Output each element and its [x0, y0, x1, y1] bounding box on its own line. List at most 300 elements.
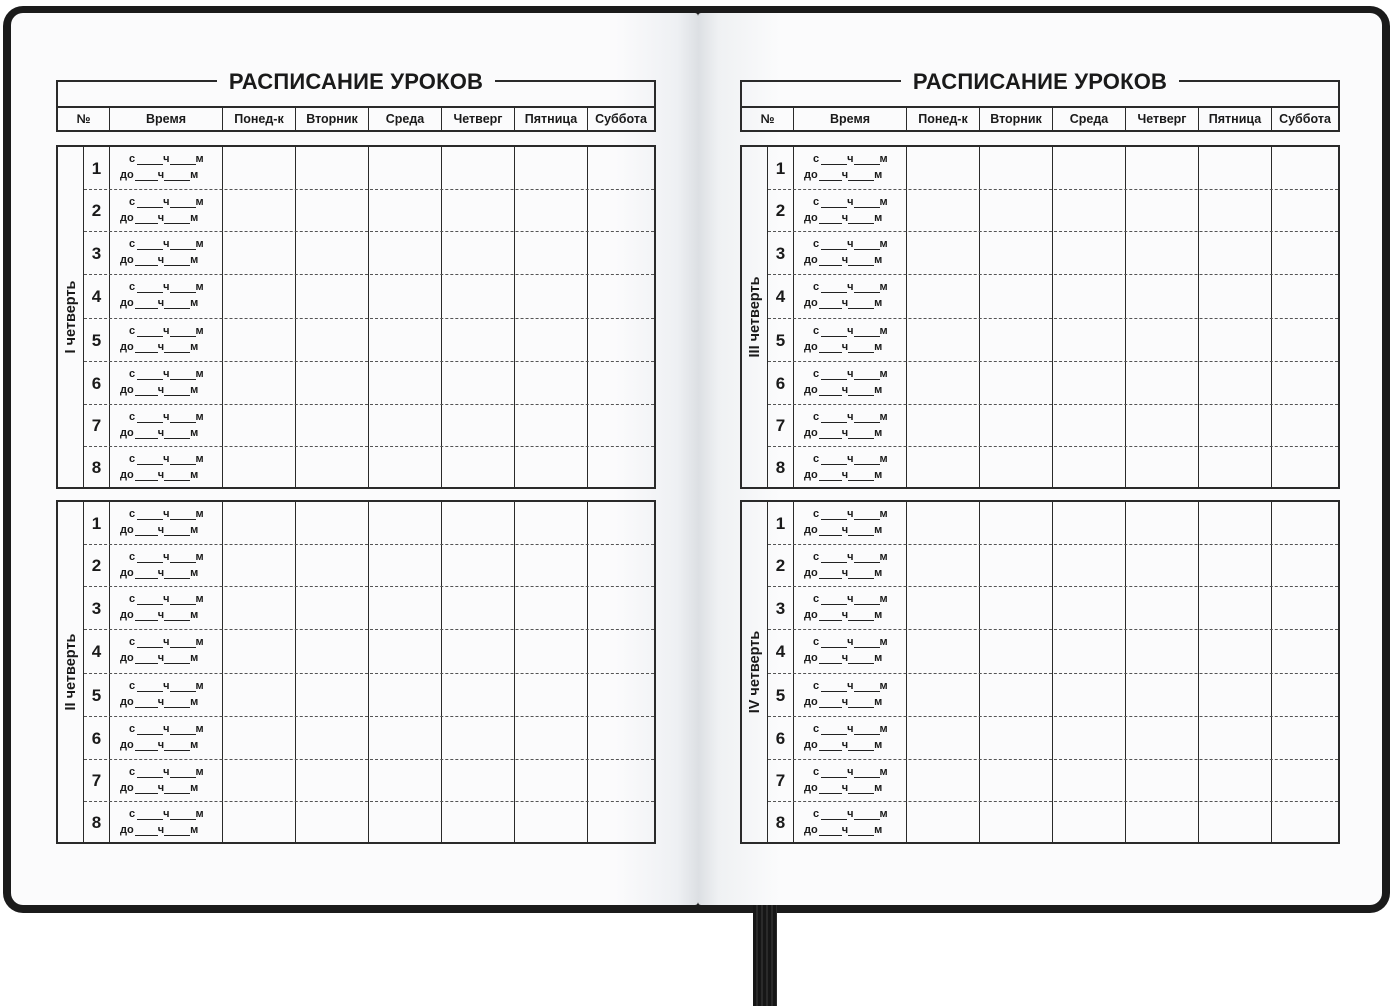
lesson-cell[interactable]	[1272, 362, 1338, 405]
lesson-cell[interactable]	[442, 587, 515, 630]
lesson-time[interactable]	[110, 587, 223, 630]
lesson-time[interactable]	[110, 545, 223, 587]
lesson-cell[interactable]	[980, 630, 1053, 674]
lesson-time[interactable]	[110, 447, 223, 488]
time-from-label: с	[813, 281, 820, 293]
time-minutes-label: м	[879, 411, 888, 423]
lesson-cell[interactable]	[907, 405, 980, 447]
lesson-cell[interactable]	[1199, 319, 1272, 362]
lesson-cell[interactable]	[1053, 362, 1126, 405]
lesson-cell[interactable]	[369, 362, 442, 405]
lesson-cell[interactable]	[369, 674, 442, 717]
lesson-cell[interactable]	[223, 319, 296, 362]
lesson-cell[interactable]	[1199, 587, 1272, 630]
time-to-label: до	[120, 341, 134, 353]
lesson-cell[interactable]	[1272, 674, 1338, 717]
lesson-cell[interactable]	[296, 147, 369, 190]
lesson-cell[interactable]	[296, 760, 369, 802]
lesson-cell[interactable]	[907, 275, 980, 319]
lesson-cell[interactable]	[369, 275, 442, 319]
lesson-time[interactable]	[794, 760, 907, 802]
lesson-cell[interactable]	[1053, 275, 1126, 319]
time-hours-label: ч	[157, 782, 165, 794]
lesson-cell[interactable]	[1272, 630, 1338, 674]
lesson-cell[interactable]	[515, 587, 588, 630]
lesson-cell[interactable]	[442, 674, 515, 717]
time-hours-label: ч	[157, 824, 165, 836]
time-minutes-label: м	[874, 782, 883, 794]
lesson-cell[interactable]	[1053, 545, 1126, 587]
time-minutes-label: м	[195, 551, 204, 563]
lesson-cell[interactable]	[442, 275, 515, 319]
lesson-cell[interactable]	[369, 190, 442, 232]
lesson-cell[interactable]	[1199, 275, 1272, 319]
lesson-cell[interactable]	[515, 502, 588, 545]
lesson-time[interactable]	[794, 802, 907, 843]
lesson-cell[interactable]	[223, 405, 296, 447]
lesson-cell[interactable]	[980, 362, 1053, 405]
lesson-cell[interactable]	[1126, 674, 1199, 717]
time-from-label: с	[129, 593, 136, 605]
lesson-cell[interactable]	[1272, 545, 1338, 587]
lesson-time[interactable]	[110, 674, 223, 717]
lesson-cell[interactable]	[442, 447, 515, 488]
lesson-cell[interactable]	[442, 232, 515, 275]
lesson-number: 4	[84, 275, 110, 319]
quarter-label	[742, 147, 768, 487]
lesson-cell[interactable]	[296, 717, 369, 760]
lesson-cell[interactable]	[369, 232, 442, 275]
time-from-label: с	[813, 453, 820, 465]
lesson-time[interactable]	[794, 147, 907, 190]
lesson-time[interactable]	[794, 545, 907, 587]
lesson-cell[interactable]	[223, 447, 296, 488]
lesson-cell[interactable]	[442, 147, 515, 190]
lesson-cell[interactable]	[296, 674, 369, 717]
lesson-cell[interactable]	[1199, 717, 1272, 760]
lesson-cell[interactable]	[1053, 232, 1126, 275]
time-minutes-label: м	[879, 508, 888, 520]
lesson-cell[interactable]	[515, 717, 588, 760]
lesson-cell[interactable]	[1053, 502, 1126, 545]
lesson-cell[interactable]	[588, 502, 654, 545]
page-title	[56, 69, 656, 95]
lesson-number: 7	[768, 405, 794, 447]
lesson-cell[interactable]	[1126, 362, 1199, 405]
lesson-cell[interactable]	[223, 630, 296, 674]
lesson-time[interactable]	[794, 717, 907, 760]
lesson-cell[interactable]	[1272, 275, 1338, 319]
lesson-cell[interactable]	[1053, 447, 1126, 488]
lesson-cell[interactable]	[1199, 362, 1272, 405]
lesson-cell[interactable]	[1199, 502, 1272, 545]
lesson-cell[interactable]	[1126, 447, 1199, 488]
lesson-time[interactable]	[110, 319, 223, 362]
lesson-cell[interactable]	[588, 802, 654, 843]
lesson-cell[interactable]	[1272, 405, 1338, 447]
lesson-cell[interactable]	[907, 545, 980, 587]
quarter-block	[740, 145, 1340, 489]
time-to-label: до	[804, 652, 818, 664]
time-minutes-label: м	[195, 766, 204, 778]
lesson-cell[interactable]	[1126, 630, 1199, 674]
time-hours-label: ч	[847, 766, 854, 778]
lesson-cell[interactable]	[588, 405, 654, 447]
lesson-cell[interactable]	[980, 319, 1053, 362]
lesson-time[interactable]	[110, 802, 223, 843]
lesson-cell[interactable]	[980, 502, 1053, 545]
lesson-cell[interactable]	[442, 717, 515, 760]
time-minutes-label: м	[190, 212, 199, 224]
lesson-cell[interactable]	[515, 319, 588, 362]
lesson-cell[interactable]	[980, 802, 1053, 843]
time-hours-label: ч	[163, 808, 170, 820]
lesson-cell[interactable]	[223, 545, 296, 587]
lesson-cell[interactable]	[1126, 760, 1199, 802]
lesson-number: 1	[768, 502, 794, 545]
lesson-time[interactable]	[794, 275, 907, 319]
lesson-cell[interactable]	[515, 674, 588, 717]
lesson-cell[interactable]	[296, 630, 369, 674]
lesson-cell[interactable]	[588, 190, 654, 232]
lesson-row	[768, 318, 1338, 362]
lesson-time[interactable]	[110, 190, 223, 232]
time-minutes-label: м	[195, 593, 204, 605]
lesson-cell[interactable]	[223, 190, 296, 232]
lesson-cell[interactable]	[442, 362, 515, 405]
lesson-cell[interactable]	[369, 545, 442, 587]
lesson-cell[interactable]	[907, 147, 980, 190]
lesson-cell[interactable]	[1272, 502, 1338, 545]
schedule-page-1	[56, 69, 656, 850]
lesson-cell[interactable]	[1272, 232, 1338, 275]
lesson-cell[interactable]	[369, 405, 442, 447]
lesson-cell[interactable]	[907, 674, 980, 717]
lesson-cell[interactable]	[1272, 760, 1338, 802]
time-to-label: до	[120, 609, 134, 621]
lesson-cell[interactable]	[907, 190, 980, 232]
lesson-cell[interactable]	[515, 630, 588, 674]
lesson-time[interactable]	[794, 502, 907, 545]
time-hours-label: ч	[847, 196, 854, 208]
lesson-cell[interactable]	[1199, 232, 1272, 275]
lesson-cell[interactable]	[1272, 447, 1338, 488]
lesson-row	[84, 801, 654, 843]
lesson-cell[interactable]	[223, 674, 296, 717]
lesson-cell[interactable]	[907, 502, 980, 545]
time-minutes-label: м	[195, 808, 204, 820]
lesson-cell[interactable]	[515, 405, 588, 447]
lesson-cell[interactable]	[907, 802, 980, 843]
lesson-cell[interactable]	[515, 447, 588, 488]
header-day: Пятница	[1199, 108, 1272, 130]
lesson-cell[interactable]	[1053, 717, 1126, 760]
lesson-time[interactable]	[110, 147, 223, 190]
lesson-cell[interactable]	[980, 405, 1053, 447]
lesson-cell[interactable]	[1053, 190, 1126, 232]
header-day: Понед-к	[223, 108, 296, 130]
lesson-time[interactable]	[110, 630, 223, 674]
lesson-cell[interactable]	[588, 717, 654, 760]
time-hours-label: ч	[847, 808, 854, 820]
lesson-cell[interactable]	[588, 447, 654, 488]
lesson-cell[interactable]	[980, 587, 1053, 630]
lesson-cell[interactable]	[1126, 545, 1199, 587]
lesson-time[interactable]	[110, 760, 223, 802]
lesson-cell[interactable]	[1053, 405, 1126, 447]
lesson-time[interactable]	[794, 447, 907, 488]
lesson-cell[interactable]	[296, 447, 369, 488]
lesson-cell[interactable]	[588, 275, 654, 319]
lesson-cell[interactable]	[588, 147, 654, 190]
lesson-cell[interactable]	[980, 232, 1053, 275]
lesson-cell[interactable]	[980, 190, 1053, 232]
lesson-cell[interactable]	[515, 147, 588, 190]
lesson-cell[interactable]	[907, 447, 980, 488]
lesson-cell[interactable]	[515, 190, 588, 232]
lesson-cell[interactable]	[1053, 319, 1126, 362]
lesson-cell[interactable]	[442, 630, 515, 674]
lesson-time[interactable]	[110, 717, 223, 760]
lesson-cell[interactable]	[1272, 587, 1338, 630]
lesson-cell[interactable]	[980, 717, 1053, 760]
lesson-number: 3	[768, 587, 794, 630]
time-minutes-label: м	[879, 153, 888, 165]
header-time: Время	[794, 108, 907, 130]
lesson-cell[interactable]	[296, 275, 369, 319]
lesson-time[interactable]	[794, 232, 907, 275]
lesson-time[interactable]	[110, 362, 223, 405]
time-hours-label: ч	[163, 636, 170, 648]
header-num: №	[58, 108, 110, 130]
lesson-cell[interactable]	[1053, 760, 1126, 802]
lesson-cell[interactable]	[907, 319, 980, 362]
lesson-cell[interactable]	[369, 502, 442, 545]
lesson-cell[interactable]	[1126, 502, 1199, 545]
lesson-cell[interactable]	[296, 802, 369, 843]
lesson-cell[interactable]	[369, 630, 442, 674]
lesson-cell[interactable]	[1126, 232, 1199, 275]
lesson-cell[interactable]	[907, 630, 980, 674]
time-minutes-label: м	[879, 325, 888, 337]
lesson-cell[interactable]	[1053, 630, 1126, 674]
lesson-cell[interactable]	[980, 275, 1053, 319]
lesson-cell[interactable]	[1199, 674, 1272, 717]
lesson-cell[interactable]	[907, 232, 980, 275]
lesson-cell[interactable]	[296, 545, 369, 587]
time-from-label: с	[129, 411, 136, 423]
lesson-cell[interactable]	[442, 502, 515, 545]
lesson-cell[interactable]	[980, 760, 1053, 802]
time-minutes-label: м	[195, 723, 204, 735]
lesson-cell[interactable]	[1126, 717, 1199, 760]
time-minutes-label: м	[190, 609, 199, 621]
lesson-row	[768, 404, 1338, 447]
header-day: Вторник	[296, 108, 369, 130]
lesson-cell[interactable]	[1199, 630, 1272, 674]
lesson-cell[interactable]	[296, 232, 369, 275]
time-minutes-label: м	[874, 524, 883, 536]
lesson-time[interactable]	[794, 630, 907, 674]
lesson-cell[interactable]	[369, 802, 442, 843]
lesson-cell[interactable]	[980, 147, 1053, 190]
lesson-cell[interactable]	[1126, 587, 1199, 630]
lesson-cell[interactable]	[907, 587, 980, 630]
lesson-cell[interactable]	[1053, 802, 1126, 843]
header-day: Среда	[369, 108, 442, 130]
lesson-cell[interactable]	[588, 674, 654, 717]
lesson-cell[interactable]	[296, 587, 369, 630]
time-hours-label: ч	[163, 368, 170, 380]
lesson-cell[interactable]	[442, 190, 515, 232]
lesson-cell[interactable]	[1053, 674, 1126, 717]
lesson-cell[interactable]	[588, 587, 654, 630]
lesson-cell[interactable]	[369, 319, 442, 362]
lesson-cell[interactable]	[1199, 545, 1272, 587]
lesson-cell[interactable]	[1053, 587, 1126, 630]
lesson-cell[interactable]	[223, 802, 296, 843]
lesson-cell[interactable]	[515, 760, 588, 802]
header-day: Четверг	[442, 108, 515, 130]
lesson-cell[interactable]	[442, 760, 515, 802]
lesson-cell[interactable]	[369, 587, 442, 630]
lesson-cell[interactable]	[223, 275, 296, 319]
lesson-cell[interactable]	[1199, 147, 1272, 190]
lesson-row	[84, 147, 654, 190]
time-hours-label: ч	[841, 524, 849, 536]
lesson-row	[768, 759, 1338, 802]
lesson-cell[interactable]	[1126, 147, 1199, 190]
lesson-cell[interactable]	[1126, 405, 1199, 447]
time-from-label: с	[129, 766, 136, 778]
lesson-cell[interactable]	[296, 502, 369, 545]
lesson-cell[interactable]	[1126, 190, 1199, 232]
lesson-row	[768, 446, 1338, 488]
time-to-label: до	[804, 739, 818, 751]
lesson-time[interactable]	[794, 405, 907, 447]
lesson-cell[interactable]	[1199, 802, 1272, 843]
time-hours-label: ч	[157, 254, 165, 266]
lesson-cell[interactable]	[515, 232, 588, 275]
lesson-cell[interactable]	[588, 232, 654, 275]
lesson-cell[interactable]	[1272, 190, 1338, 232]
lesson-cell[interactable]	[588, 319, 654, 362]
time-hours-label: ч	[841, 782, 849, 794]
lesson-time[interactable]	[794, 362, 907, 405]
time-hours-label: ч	[847, 508, 854, 520]
lesson-cell[interactable]	[1272, 147, 1338, 190]
lesson-cell[interactable]	[369, 447, 442, 488]
lesson-cell[interactable]	[1199, 447, 1272, 488]
lesson-row	[84, 502, 654, 545]
lesson-cell[interactable]	[980, 545, 1053, 587]
time-minutes-label: м	[874, 739, 883, 751]
lesson-cell[interactable]	[1199, 190, 1272, 232]
lesson-cell[interactable]	[223, 717, 296, 760]
lesson-cell[interactable]	[1126, 319, 1199, 362]
lesson-time[interactable]	[794, 674, 907, 717]
lesson-time[interactable]	[110, 232, 223, 275]
time-minutes-label: м	[190, 652, 199, 664]
lesson-time[interactable]	[110, 502, 223, 545]
lesson-cell[interactable]	[442, 802, 515, 843]
bookmark-ribbon	[753, 905, 777, 1006]
lesson-cell[interactable]	[223, 362, 296, 405]
time-hours-label: ч	[847, 153, 854, 165]
time-hours-label: ч	[163, 281, 170, 293]
lesson-cell[interactable]	[588, 545, 654, 587]
lesson-cell[interactable]	[588, 362, 654, 405]
lesson-cell[interactable]	[980, 674, 1053, 717]
lesson-cell[interactable]	[515, 545, 588, 587]
lesson-cell[interactable]	[515, 802, 588, 843]
lesson-time[interactable]	[110, 405, 223, 447]
time-minutes-label: м	[874, 652, 883, 664]
lesson-cell[interactable]	[515, 275, 588, 319]
lesson-time[interactable]	[110, 275, 223, 319]
lesson-cell[interactable]	[223, 587, 296, 630]
lesson-cell[interactable]	[980, 447, 1053, 488]
lesson-cell[interactable]	[588, 760, 654, 802]
lesson-cell[interactable]	[369, 717, 442, 760]
lesson-row	[84, 586, 654, 630]
lesson-cell[interactable]	[296, 190, 369, 232]
time-hours-label: ч	[847, 723, 854, 735]
lesson-cell[interactable]	[223, 760, 296, 802]
lesson-cell[interactable]	[1272, 319, 1338, 362]
lesson-cell[interactable]	[907, 362, 980, 405]
time-minutes-label: м	[190, 824, 199, 836]
lesson-row	[768, 147, 1338, 190]
lesson-cell[interactable]	[223, 502, 296, 545]
lesson-cell[interactable]	[369, 147, 442, 190]
lesson-cell[interactable]	[1199, 760, 1272, 802]
lesson-cell[interactable]	[1053, 147, 1126, 190]
lesson-cell[interactable]	[1272, 717, 1338, 760]
lesson-time[interactable]	[794, 190, 907, 232]
lesson-cell[interactable]	[907, 760, 980, 802]
lesson-row	[768, 544, 1338, 587]
time-hours-label: ч	[157, 469, 165, 481]
lesson-cell[interactable]	[442, 405, 515, 447]
lesson-cell[interactable]	[296, 405, 369, 447]
lesson-cell[interactable]	[588, 630, 654, 674]
time-hours-label: ч	[163, 411, 170, 423]
lesson-cell[interactable]	[442, 545, 515, 587]
time-to-label: до	[804, 567, 818, 579]
lesson-cell[interactable]	[1199, 405, 1272, 447]
lesson-row	[768, 801, 1338, 843]
lesson-cell[interactable]	[1126, 275, 1199, 319]
lesson-cell[interactable]	[1126, 802, 1199, 843]
time-to-label: до	[120, 824, 134, 836]
lesson-cell[interactable]	[1272, 802, 1338, 843]
lesson-row	[84, 544, 654, 587]
lesson-cell[interactable]	[907, 717, 980, 760]
lesson-cell[interactable]	[296, 362, 369, 405]
lesson-time[interactable]	[794, 319, 907, 362]
lesson-cell[interactable]	[442, 319, 515, 362]
lesson-number: 2	[84, 545, 110, 587]
time-hours-label: ч	[847, 551, 854, 563]
lesson-cell[interactable]	[369, 760, 442, 802]
lesson-cell[interactable]	[223, 232, 296, 275]
lesson-time[interactable]	[794, 587, 907, 630]
lesson-cell[interactable]	[223, 147, 296, 190]
time-hours-label: ч	[163, 238, 170, 250]
lesson-cell[interactable]	[515, 362, 588, 405]
lesson-cell[interactable]	[296, 319, 369, 362]
